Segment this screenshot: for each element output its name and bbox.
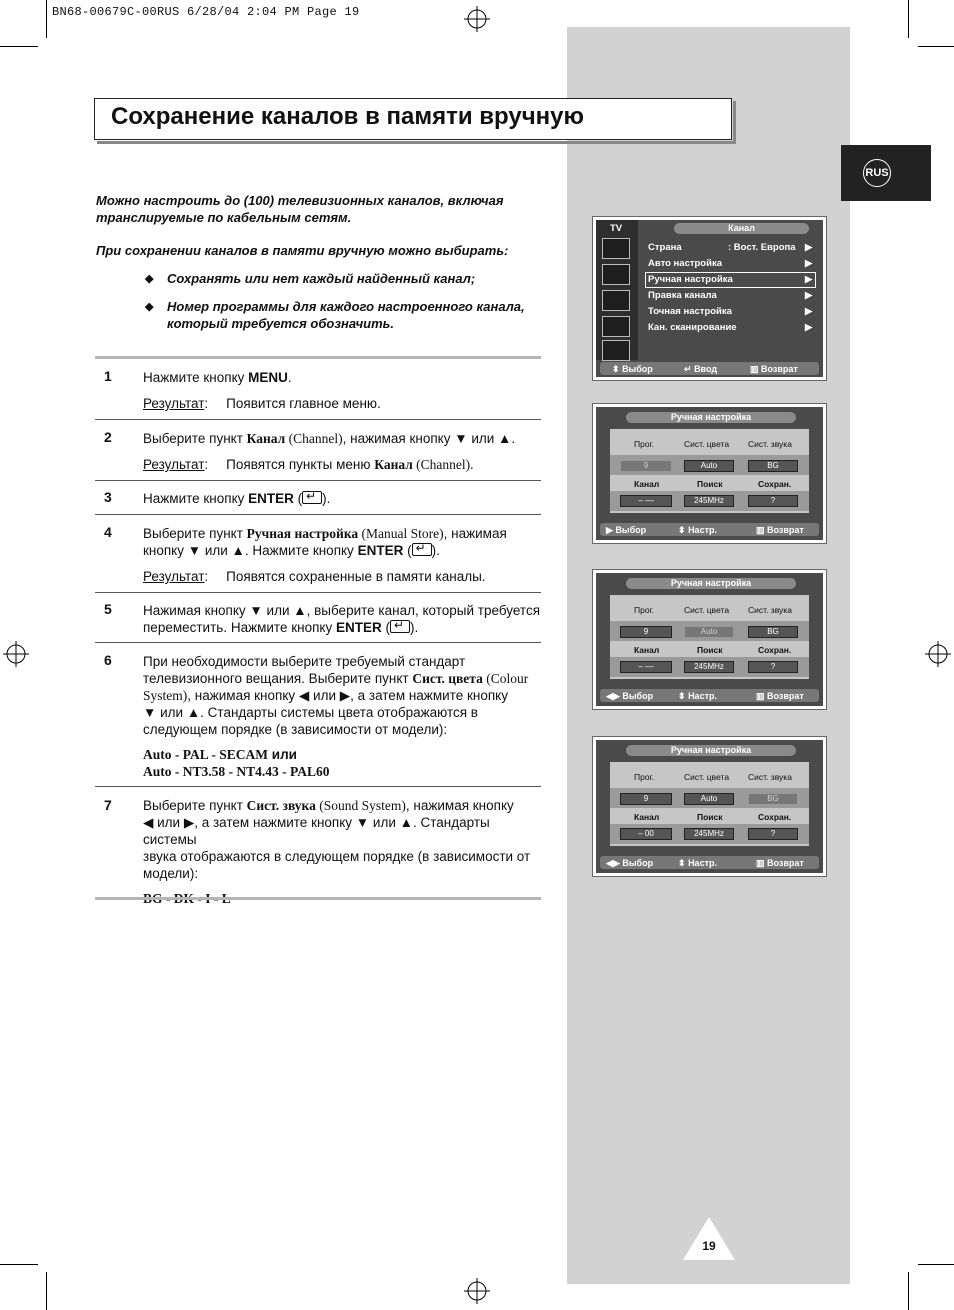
manual-store-body: [596, 573, 823, 706]
color-system-field[interactable]: Auto: [684, 460, 734, 472]
crop-mark: [918, 46, 954, 47]
prog-field[interactable]: 9: [620, 626, 672, 638]
label-store: Сохран.: [758, 812, 792, 822]
divider: [95, 897, 541, 900]
arrow-right-icon: ▶: [805, 242, 813, 253]
divider: [95, 419, 541, 420]
footer-back: ▥ Возврат: [756, 691, 804, 701]
up-down-icon: ⬍: [678, 525, 686, 535]
crop-mark: [0, 1264, 38, 1265]
step-number: 1: [104, 368, 112, 384]
settings-panel: [610, 595, 809, 679]
label-prog: Прог.: [634, 605, 654, 615]
footer-adjust: ⬍ Настр.: [678, 525, 717, 535]
picture-icon: [602, 264, 630, 285]
language-badge: RUS: [863, 159, 891, 187]
menu-item-value: : Вост. Европа: [728, 242, 796, 253]
menu-item-label[interactable]: Авто настройка: [648, 258, 722, 269]
divider: [95, 786, 541, 787]
enter-icon: ↵: [684, 364, 692, 374]
sound-system-field[interactable]: BG: [748, 626, 798, 638]
arrow-right-icon: ▶: [805, 274, 813, 285]
footer-back: ▥ Возврат: [750, 364, 798, 374]
page-title-box: [94, 98, 732, 140]
step-number: 4: [104, 524, 112, 540]
language-tab: [841, 145, 931, 201]
menu-icon: ▥: [750, 364, 759, 374]
divider: [95, 592, 541, 593]
label-sound-system: Сист. звука: [748, 605, 792, 615]
left-right-icon: ◀▶: [606, 858, 620, 868]
crop-mark: [908, 0, 909, 38]
color-system-field[interactable]: Auto: [684, 793, 734, 805]
intro-paragraph-2: При сохранении каналов в памяти вручную можно выбирать:: [96, 243, 509, 258]
manual-store-screen: [592, 569, 827, 710]
screen-header: Ручная настройка: [626, 745, 796, 756]
registration-mark-icon: [464, 6, 490, 32]
crop-mark: [0, 46, 38, 47]
label-search: Поиск: [697, 479, 723, 489]
antenna-icon: [602, 238, 630, 259]
enter-icon: [412, 543, 432, 556]
menu-icon: ▥: [756, 525, 765, 535]
crop-mark: [918, 1264, 954, 1265]
label-store: Сохран.: [758, 645, 792, 655]
sound-icon: [602, 290, 630, 311]
setup-icon: [602, 340, 630, 361]
label-channel: Канал: [634, 479, 660, 489]
divider: [95, 642, 541, 643]
menu-item-label[interactable]: Страна: [648, 242, 682, 253]
left-right-icon: ◀▶: [606, 691, 620, 701]
arrow-right-icon: ▶: [805, 290, 813, 301]
channel-field[interactable]: – 00: [620, 828, 672, 840]
label-prog: Прог.: [634, 772, 654, 782]
store-field[interactable]: ?: [748, 828, 798, 840]
divider: [95, 514, 541, 515]
left-right-icon: ▶: [606, 525, 613, 535]
label-sound-system: Сист. звука: [748, 439, 792, 449]
footer-adjust: ⬍ Настр.: [678, 858, 717, 868]
color-system-field[interactable]: Auto: [684, 626, 734, 638]
footer-back: ▥ Возврат: [756, 525, 804, 535]
crop-mark: [46, 1272, 47, 1310]
tv-menu-screen: [592, 216, 827, 381]
diamond-bullet-icon: ◆: [145, 273, 154, 285]
intro-bullet: ◆ Номер программы для каждого настроенного канала, который требуется обозначить.: [145, 299, 525, 331]
registration-mark-icon: [3, 641, 29, 667]
manual-store-screen: [592, 403, 827, 544]
intro-paragraph-1: Можно настроить до (100) телевизионных каналов, включая транслируемые по кабельным сетям.: [96, 193, 504, 225]
intro-bullet: ◆ Сохранять или нет каждый найденный канал;: [145, 271, 476, 286]
settings-panel: [610, 429, 809, 513]
arrow-right-icon: ▶: [805, 306, 813, 317]
menu-screen-body: [596, 220, 823, 377]
footer-select: ◀▶ Выбор: [606, 858, 654, 868]
search-field[interactable]: 245MHz: [684, 828, 734, 840]
label-search: Поиск: [697, 812, 723, 822]
footer-adjust: ⬍ Настр.: [678, 691, 717, 701]
step-4: Выберите пункт Ручная настройка (Manual Store), нажимая кнопку ▼ или ▲. Нажмите кнопку ENTER (↵ ). Результат: Появятся сохраненные в памяти каналы.: [143, 525, 543, 585]
footer-back: ▥ Возврат: [756, 858, 804, 868]
enter-icon: [302, 491, 322, 504]
label-channel: Канал: [634, 645, 660, 655]
label-color-system: Сист. цвета: [684, 605, 730, 615]
step-number: 5: [104, 601, 112, 617]
menu-header: Канал: [674, 223, 809, 234]
step-1: Нажмите кнопку MENU. Результат: Появится главное меню.: [143, 370, 381, 411]
channel-field[interactable]: – ––: [620, 495, 672, 507]
menu-icon: ▥: [756, 858, 765, 868]
print-slug: BN68-00679C-00RUS 6/28/04 2:04 PM Page 19: [52, 5, 360, 19]
channel-icon: [602, 316, 630, 337]
settings-panel: [610, 762, 809, 846]
registration-mark-icon: [464, 1278, 490, 1304]
diamond-bullet-icon: ◆: [145, 301, 154, 313]
label-sound-system: Сист. звука: [748, 772, 792, 782]
screen-header: Ручная настройка: [626, 412, 796, 423]
manual-store-screen: [592, 736, 827, 877]
up-down-icon: ⬍: [678, 858, 686, 868]
menu-item-label[interactable]: Правка канала: [648, 290, 717, 301]
label-color-system: Сист. цвета: [684, 772, 730, 782]
arrow-right-icon: ▶: [805, 258, 813, 269]
sound-system-field[interactable]: BG: [748, 460, 798, 472]
enter-icon: [390, 620, 410, 633]
footer-enter: ↵ Ввод: [684, 364, 718, 374]
label-search: Поиск: [697, 645, 723, 655]
menu-item-label[interactable]: Ручная настройка: [648, 274, 733, 285]
step-number: 3: [104, 489, 112, 505]
label-prog: Прог.: [634, 439, 654, 449]
page-number: 19: [702, 1239, 716, 1253]
menu-item-label[interactable]: Точная настройка: [648, 306, 732, 317]
manual-store-body: [596, 740, 823, 873]
manual-store-body: [596, 407, 823, 540]
tv-label: TV: [610, 223, 623, 234]
step-number: 2: [104, 429, 112, 445]
step-7: Выберите пункт Сист. звука (Sound System), нажимая кнопку ◀ или ▶, а затем нажмите кнопку ▼ или ▲. Стандарты системы звука отображаются в следующем порядке (в зависимости от модели):: [143, 798, 531, 881]
search-field[interactable]: 245MHz: [684, 661, 734, 673]
label-channel: Канал: [634, 812, 660, 822]
store-field[interactable]: ?: [748, 661, 798, 673]
step-6: При необходимости выберите требуемый стандарт телевизионного вещания. Выберите пункт Сист. цвета (Colour System), нажимая кнопку ◀ или ▶, а затем нажмите кнопку ▼ или ▲. Стандарты системы цвета отображаются в следующем порядке (в зависимости от модели): Auto - PAL - SECAM или Auto - NT3.58 - NT4.43 - PAL60: [143, 654, 529, 779]
step-number: 7: [104, 797, 112, 813]
label-store: Сохран.: [758, 479, 792, 489]
footer-select: ⬍ Выбор: [612, 364, 653, 374]
up-down-icon: ⬍: [678, 691, 686, 701]
screen-header: Ручная настройка: [626, 578, 796, 589]
crop-mark: [46, 0, 47, 38]
up-down-icon: ⬍: [612, 364, 620, 374]
prog-field[interactable]: 9: [620, 793, 672, 805]
divider: [95, 356, 541, 359]
channel-field[interactable]: – ––: [620, 661, 672, 673]
page-title: Сохранение каналов в памяти вручную: [111, 103, 584, 130]
step-3: Нажмите кнопку ENTER (↵ ).: [143, 490, 543, 507]
step-5: Нажимая кнопку ▼ или ▲, выберите канал, который требуется переместить. Нажмите кнопку ENTER (↵ ).: [143, 602, 543, 636]
menu-item-label[interactable]: Кан. сканирование: [648, 322, 737, 333]
footer-select: ▶ Выбор: [606, 525, 647, 535]
menu-icon: ▥: [756, 691, 765, 701]
divider: [95, 480, 541, 481]
search-field[interactable]: 245MHz: [684, 495, 734, 507]
step-2: Выберите пункт Канал (Channel), нажимая кнопку ▼ или ▲. Результат: Появятся пункты меню Канал (Channel).: [143, 431, 516, 472]
label-color-system: Сист. цвета: [684, 439, 730, 449]
footer-select: ◀▶ Выбор: [606, 691, 654, 701]
registration-mark-icon: [925, 641, 951, 667]
crop-mark: [908, 1272, 909, 1310]
sound-system-field[interactable]: BG: [748, 793, 798, 805]
store-field[interactable]: ?: [748, 495, 798, 507]
prog-field[interactable]: 9: [620, 460, 672, 472]
step-number: 6: [104, 652, 112, 668]
arrow-right-icon: ▶: [805, 322, 813, 333]
